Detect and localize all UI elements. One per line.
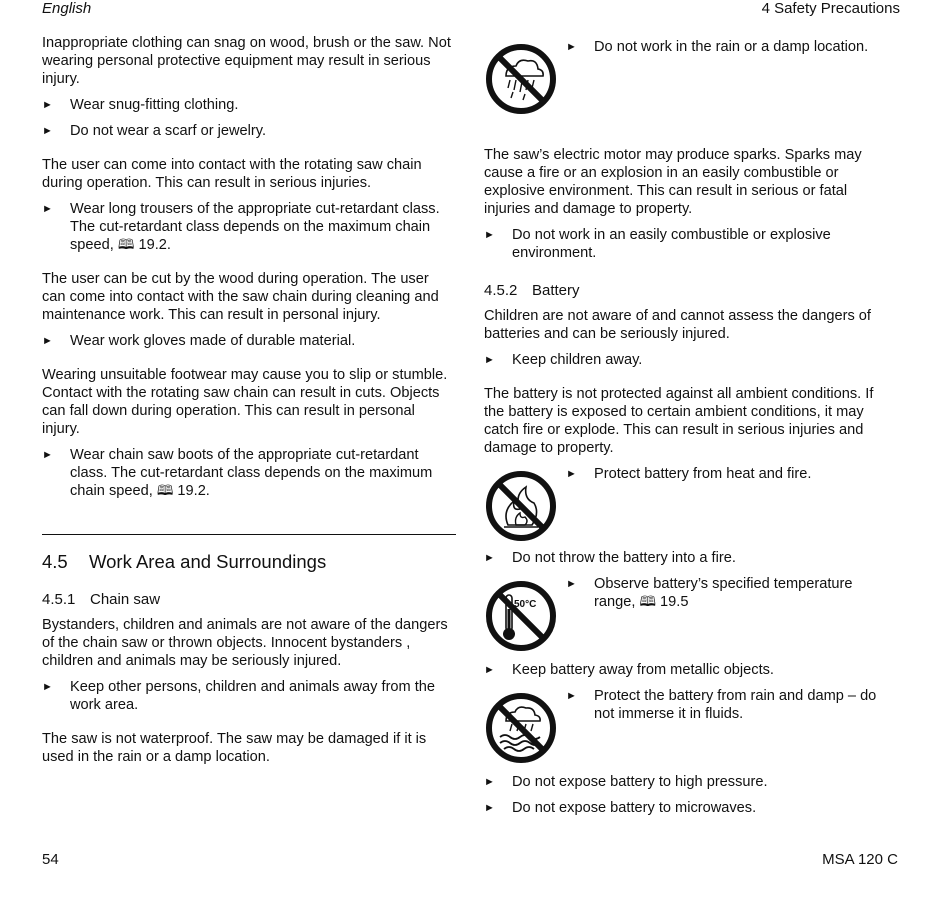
no-rain-icon bbox=[484, 42, 558, 116]
bullet-triangle-icon: ► bbox=[484, 776, 495, 788]
bullet-triangle-icon: ► bbox=[484, 354, 495, 366]
page-number: 54 bbox=[42, 851, 59, 868]
paragraph: Inappropriate clothing can snag on wood, brush or the saw. Not wearing personal protective equipment may result in serious injury. bbox=[42, 35, 451, 87]
bullet-item: ► Protect battery from heat and fire. bbox=[566, 466, 812, 482]
bullet-triangle-icon: ► bbox=[484, 802, 495, 814]
page-reference[interactable]: 19.2. bbox=[138, 237, 171, 253]
bullet-triangle-icon: ► bbox=[484, 552, 495, 564]
bullet-triangle-icon: ► bbox=[566, 41, 577, 53]
bullet-item: ► Keep battery away from metallic objects. bbox=[484, 662, 774, 678]
bullet-item: ► Wear work gloves made of durable material. bbox=[42, 333, 356, 349]
bullet-triangle-icon: ► bbox=[42, 681, 53, 693]
icon-instruction bbox=[484, 687, 894, 773]
bullet-triangle-icon: ► bbox=[42, 125, 53, 137]
header-section: 4 Safety Precautions bbox=[761, 0, 900, 17]
subsection-heading: 4.5.1 Chain saw bbox=[42, 591, 161, 608]
page-reference[interactable]: 19.2. bbox=[177, 483, 210, 499]
paragraph: The battery is not protected against all ambient conditions. If the battery is exposed to certain ambient conditions, it may catch fire or explode. This can result in serious injuries and damage to property. bbox=[484, 386, 874, 456]
subsection-heading: 4.5.2 Battery bbox=[484, 282, 580, 299]
no-fire-icon bbox=[484, 469, 558, 543]
bullet-item: ► Keep children away. bbox=[484, 352, 643, 368]
icon-instruction bbox=[484, 575, 894, 661]
bullet-triangle-icon: ► bbox=[42, 203, 53, 215]
paragraph: The user can come into contact with the rotating saw chain during operation. This can result in serious injuries. bbox=[42, 157, 422, 191]
model-name: MSA 120 C bbox=[822, 851, 898, 868]
paragraph: The user can be cut by the wood during operation. The user can come into contact with the saw chain during cleaning and maintenance work. This can result in personal injury. bbox=[42, 271, 439, 323]
bullet-item: ► Do not throw the battery into a fire. bbox=[484, 550, 736, 566]
bullet-item: ► Do not work in the rain or a damp location. bbox=[566, 39, 869, 55]
bullet-item: ► Observe battery’s specified temperature range, 🕮 19.5 bbox=[566, 576, 853, 610]
temperature-icon bbox=[484, 579, 558, 653]
bullet-triangle-icon: ► bbox=[566, 468, 577, 480]
bullet-triangle-icon: ► bbox=[484, 664, 495, 676]
no-immerse-icon bbox=[484, 691, 558, 765]
bullet-item: ► Keep other persons, children and animals away from the work area. bbox=[42, 679, 436, 713]
bullet-item: ► Do not work in an easily combustible or explosive environment. bbox=[484, 227, 831, 261]
book-icon: 🕮 bbox=[156, 483, 174, 499]
paragraph: Wearing unsuitable footwear may cause you to slip or stumble. Contact with the rotating saw chain can result in cuts. Objects can fall down during operation. This can result in personal injury. bbox=[42, 367, 448, 437]
icon-instruction bbox=[484, 38, 894, 146]
bullet-item: ► Do not expose battery to microwaves. bbox=[484, 800, 757, 816]
bullet-item: ► Protect the battery from rain and damp – do not immerse it in fluids. bbox=[566, 688, 877, 722]
bullet-item: ► Wear long trousers of the appropriate cut-retardant class. The cut-retardant class depends on the maximum chain speed, 🕮 19.2. bbox=[42, 201, 440, 253]
icon-instruction bbox=[484, 465, 894, 549]
bullet-item: ► Wear snug-fitting clothing. bbox=[42, 97, 239, 113]
right-column bbox=[484, 38, 894, 825]
section-heading: 4.5 Work Area and Surroundings bbox=[42, 551, 327, 572]
left-column bbox=[42, 34, 456, 774]
paragraph: The saw’s electric motor may produce sparks. Sparks may cause a fire or an explosion in an easily combustible or explosive environment. This can result in serious or fatal injuries and damage to property. bbox=[484, 147, 862, 217]
book-icon: 🕮 bbox=[639, 594, 656, 610]
bullet-item: ► Do not expose battery to high pressure. bbox=[484, 774, 768, 790]
bullet-triangle-icon: ► bbox=[42, 449, 53, 461]
bullet-triangle-icon: ► bbox=[566, 578, 577, 590]
temperature-label: 50°C bbox=[514, 599, 537, 610]
book-icon: 🕮 bbox=[117, 237, 135, 253]
paragraph: Bystanders, children and animals are not aware of the dangers of the chain saw or thrown objects. Innocent bystanders , children and animals may be seriously injured. bbox=[42, 617, 448, 669]
bullet-item: ► Do not wear a scarf or jewelry. bbox=[42, 123, 267, 139]
bullet-triangle-icon: ► bbox=[566, 690, 577, 702]
bullet-triangle-icon: ► bbox=[42, 335, 53, 347]
paragraph: The saw is not waterproof. The saw may be damaged if it is used in the rain or a damp location. bbox=[42, 731, 427, 765]
header-language: English bbox=[42, 0, 92, 17]
paragraph: Children are not aware of and cannot assess the dangers of batteries and can be seriously injured. bbox=[484, 308, 871, 342]
bullet-item: ► Wear chain saw boots of the appropriate cut-retardant class. The cut-retardant class depends on the maximum chain speed, 🕮 19.2. bbox=[42, 447, 433, 499]
section-divider bbox=[42, 534, 456, 535]
bullet-triangle-icon: ► bbox=[42, 99, 53, 111]
bullet-triangle-icon: ► bbox=[484, 229, 495, 241]
page-reference[interactable]: 19.5 bbox=[660, 594, 689, 610]
